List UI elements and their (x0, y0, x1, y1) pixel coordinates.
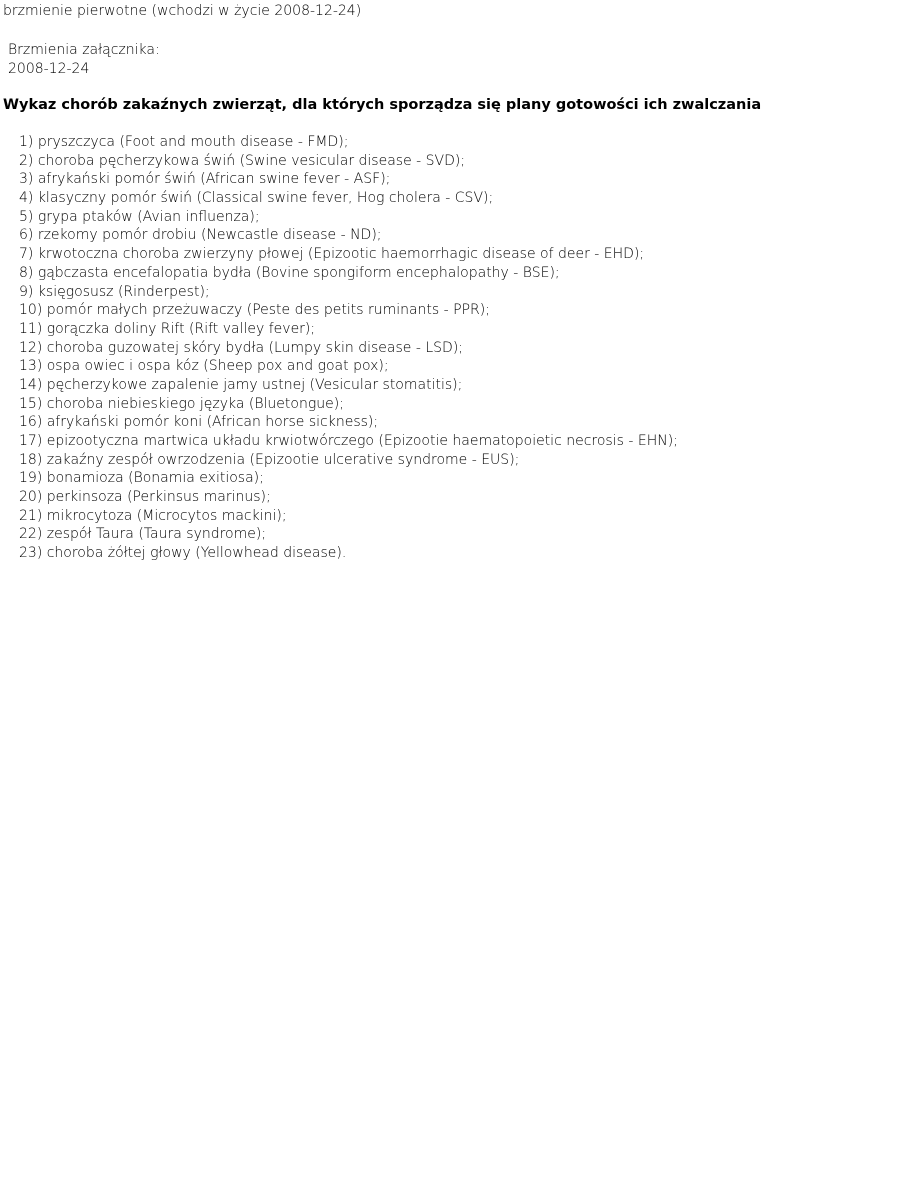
document-title: Wykaz chorób zakaźnych zwierząt, dla których sporządza się plany gotowości ich zwalczania (3, 97, 762, 113)
list-item: 22) zespół Taura (Taura syndrome); (19, 526, 267, 543)
list-item: 20) perkinsoza (Perkinsus marinus); (19, 489, 271, 506)
list-item: 5) grypa ptaków (Avian influenza); (19, 208, 260, 225)
list-item: 3) afrykański pomór świń (African swine fever - ASF); (19, 171, 391, 188)
disease-list (19, 133, 678, 563)
list-item: 17) epizootyczna martwica układu krwiotwórczego (Epizootie haematopoietic necrosis - EHN); (19, 433, 678, 449)
list-item: 12) choroba guzowatej skóry bydła (Lumpy skin disease - LSD); (19, 339, 464, 356)
version-status-text: brzmienie pierwotne (wchodzi w życie 2008-12-24) (3, 3, 362, 19)
list-item: 19) bonamioza (Bonamia exitiosa); (19, 470, 264, 487)
list-item: 1) pryszczyca (Foot and mouth disease - FMD); (19, 134, 349, 150)
list-item: 11) gorączka doliny Rift (Rift valley fever); (19, 320, 316, 337)
list-item: 8) gąbczasta encefalopatia bydła (Bovine spongiform encephalopathy - BSE); (19, 264, 560, 281)
list-item: 13) ospa owiec i ospa kóz (Sheep pox and goat pox); (19, 358, 389, 375)
attachment-version-date-link[interactable]: 2008-12-24 (8, 61, 90, 77)
list-item: 2) choroba pęcherzykowa świń (Swine vesicular disease - SVD); (19, 152, 466, 169)
list-item: 16) afrykański pomór koni (African horse sickness); (19, 414, 379, 431)
attachment-versions-label: Brzmienia załącznika: (8, 42, 160, 58)
attachment-versions (8, 41, 160, 79)
list-item: 6) rzekomy pomór drobiu (Newcastle disease - ND); (19, 227, 382, 244)
list-item: 23) choroba żółtej głowy (Yellowhead disease). (19, 545, 347, 562)
list-item: 9) księgosusz (Rinderpest); (19, 283, 210, 300)
list-item: 15) choroba niebieskiego języka (Bluetongue); (19, 395, 344, 412)
list-item: 4) klasyczny pomór świń (Classical swine fever, Hog cholera - CSV); (19, 190, 494, 207)
list-item: 7) krwotoczna choroba zwierzyny płowej (Epizootic haemorrhagic disease of deer - EHD); (19, 246, 645, 263)
list-item: 10) pomór małych przeżuwaczy (Peste des petits ruminants - PPR); (19, 302, 490, 319)
list-item: 21) mikrocytoza (Microcytos mackini); (19, 507, 287, 524)
list-item: 14) pęcherzykowe zapalenie jamy ustnej (Vesicular stomatitis); (19, 376, 463, 393)
list-item: 18) zakaźny zespół owrzodzenia (Epizootie ulcerative syndrome - EUS); (19, 451, 520, 468)
